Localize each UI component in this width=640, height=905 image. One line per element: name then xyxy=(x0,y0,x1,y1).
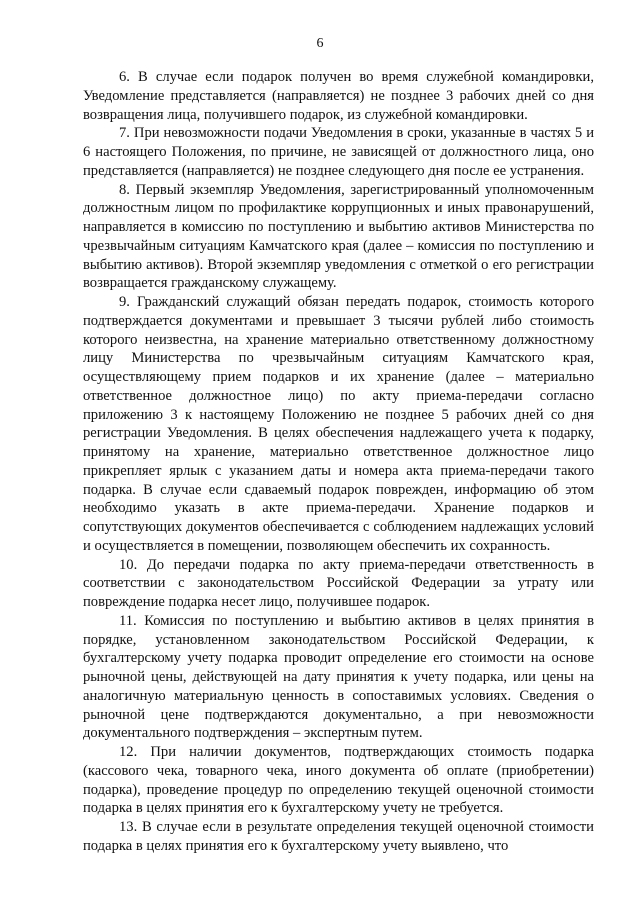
paragraph-10: 10. До передачи подарка по акту приема-передачи ответственность в соответствии с законодательством Российской Федерации за утрату или повреждение подарка несет лицо, получившее подарок. xyxy=(83,556,594,610)
paragraph-8: 8. Первый экземпляр Уведомления, зарегистрированный уполномоченным должностным лицом по профилактике коррупционных и иных правонарушений, направляется в комиссию по поступлению и выбытию активов Министерства по чрезвычайным ситуациям Камчатского края (далее – комиссия по поступлению и выбытию активов). Второй экземпляр уведомления с отметкой о его регистрации возвращается гражданскому служащему. xyxy=(83,181,594,292)
paragraph-9: 9. Гражданский служащий обязан передать подарок, стоимость которого подтверждается документами и превышает 3 тысячи рублей либо стоимость которого неизвестна, на хранение материально ответственному должностному лицу Министерства по чрезвычайным ситуациям Камчатского края, осуществляющему прием подарков и их хранение (далее – материально ответственное должностное лицо) по акту приема-передачи согласно приложению 3 к настоящему Положению не позднее 5 рабочих дней со дня регистрации Уведомления. В целях обеспечения надлежащего учета к подарку, принятому на хранение, материально ответственное должностное лицо прикрепляет ярлык с указанием даты и номера акта приема-передачи такого подарка. В случае если сдаваемый подарок поврежден, информацию об этом необходимо указать в акте приема-передачи. Хранение подарков и сопутствующих документов обеспечивается с соблюдением надлежащих условий и осуществляется в помещении, позволяющем обеспечить их сохранность. xyxy=(83,294,594,554)
document-body xyxy=(83,68,594,856)
paragraph-6: 6. В случае если подарок получен во время служебной командировки, Уведомление представляется (направляется) не позднее 3 рабочих дней со дня возвращения лица, получившего подарок, из служебной командировки. xyxy=(83,69,594,123)
paragraph-12: 12. При наличии документов, подтверждающих стоимость подарка (кассового чека, товарного чека, иного документа об оплате (приобретении) подарка), проведение процедур по определению текущей оценочной стоимости подарка в целях принятия его к бухгалтерскому учету не требуется. xyxy=(83,744,594,817)
paragraph-11: 11. Комиссия по поступлению и выбытию активов в целях принятия в порядке, установленном законодательством Российской Федерации, к бухгалтерскому учету подарка проводит определение его стоимости на основе рыночной цены, действующей на дату принятия к учету подарка, или цены на аналогичную материальную ценность в сопоставимых условиях. Сведения о рыночной цене подтверждаются документально, а при невозможности документального подтверждения – экспертным путем. xyxy=(83,612,594,742)
page-number: 6 xyxy=(316,36,324,51)
paragraph-7: 7. При невозможности подачи Уведомления в сроки, указанные в частях 5 и 6 настоящего Положения, по причине, не зависящей от должностного лица, оно представляется (направляется) не позднее следующего дня после ее устранения. xyxy=(83,125,594,179)
paragraph-13: 13. В случае если в результате определения текущей оценочной стоимости подарка в целях принятия его к бухгалтерскому учету выявлено, что xyxy=(83,819,594,854)
